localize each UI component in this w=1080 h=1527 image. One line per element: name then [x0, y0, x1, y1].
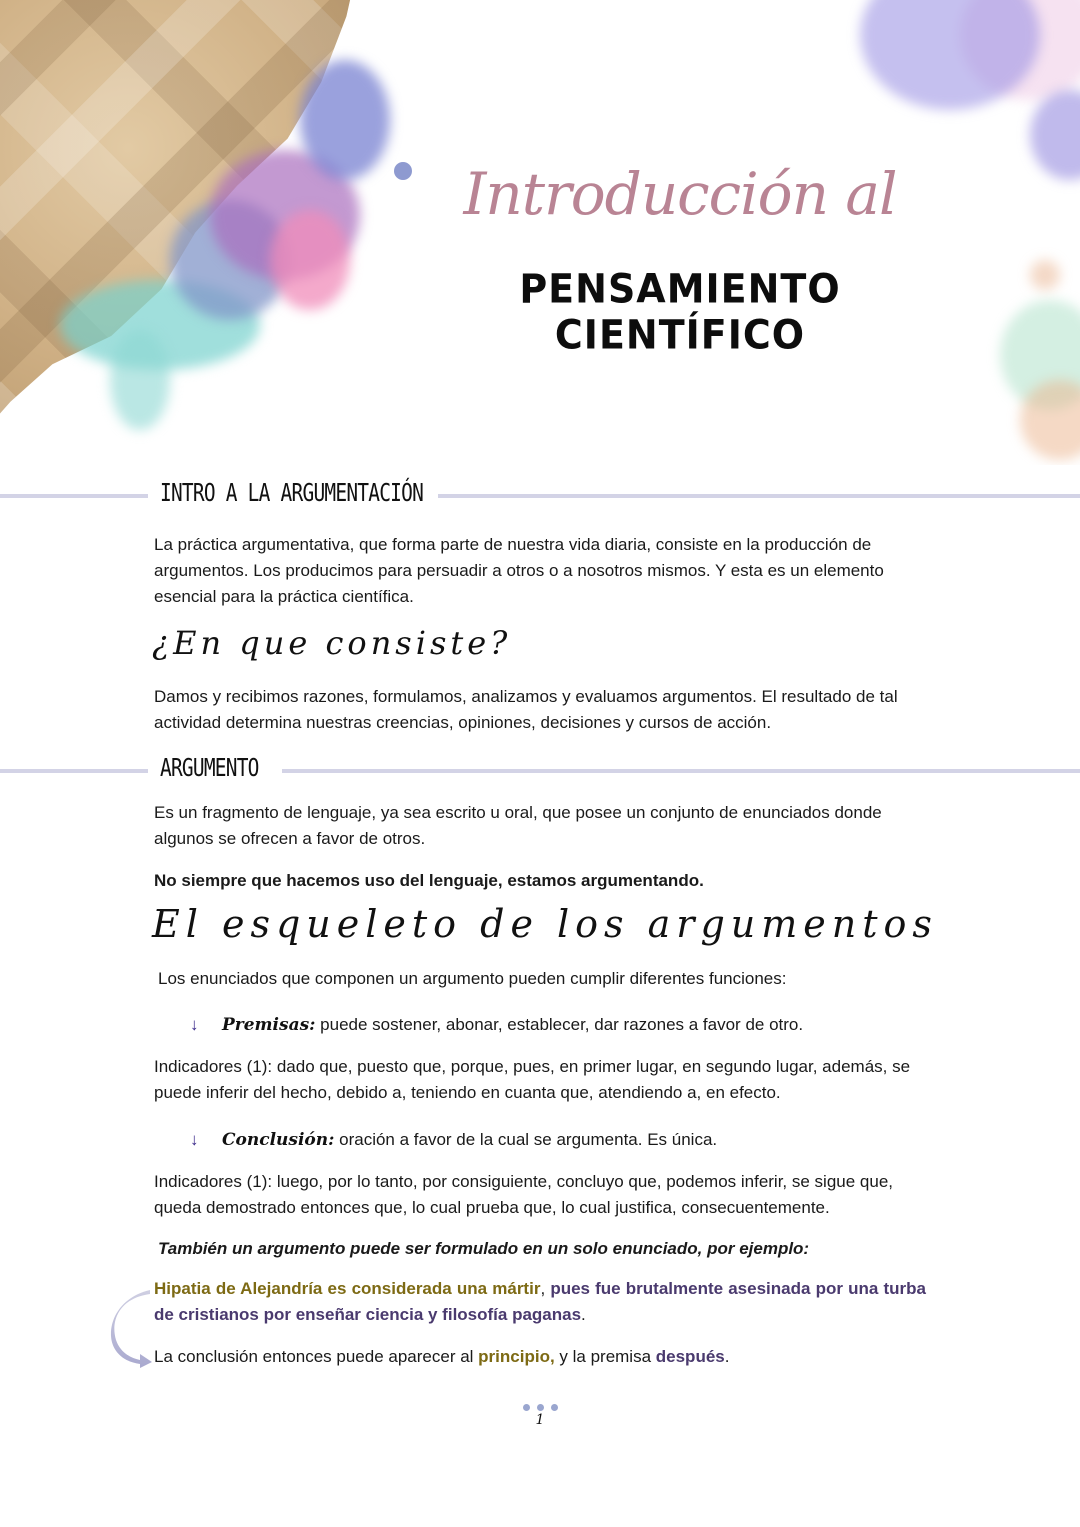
example-intro: También un argumento puede ser formulado en un solo enunciado, por ejemplo: — [158, 1239, 810, 1258]
page-footer — [520, 1404, 560, 1428]
premisas-indicators: Indicadores (1): dado que, puesto que, porque, pues, en primer lugar, en segundo lugar, además, se puede inferir del hecho, debido a, teniendo en cuanta que, atendiendo a, en efecto. — [154, 1057, 911, 1102]
closing-part1: La conclusión entonces puede aparecer al — [154, 1347, 479, 1366]
watercolor-splash — [1030, 260, 1060, 290]
example-conclusion: Hipatia de Alejandría es considerada una mártir — [154, 1279, 541, 1298]
page-number: 1 — [535, 1412, 545, 1428]
divider-line — [282, 769, 1080, 773]
closing-highlight-despues: después — [655, 1347, 725, 1366]
watercolor-splash — [1030, 90, 1080, 180]
section-header-argumento — [0, 753, 1080, 787]
intro-paragraph-2: Damos y recibimos razones, formulamos, analizamos y evaluamos argumentos. El resultado de tal actividad determina nuestras creencias, opiniones, decisiones y cursos de acción. — [154, 687, 898, 732]
intro-paragraph: La práctica argumentativa, que forma parte de nuestra vida diaria, consiste en la producción de argumentos. Los producimos para persuadir a otros o a nosotros mismos. Y esta es un elemento esencial para la práctica científica. — [154, 535, 884, 606]
paint-dot-decoration — [394, 162, 412, 180]
closing-highlight-principio: principio, — [478, 1347, 555, 1366]
closing-part2: y la premisa — [554, 1347, 656, 1366]
closing-sentence — [154, 1344, 926, 1370]
bullet-text: puede sostener, abonar, establecer, dar razones a favor de otro. — [315, 1015, 804, 1034]
argumento-bold-note: No siempre que hacemos uso del lenguaje, estamos argumentando. — [154, 871, 704, 890]
argumento-definition: Es un fragmento de lenguaje, ya sea escrito u oral, que posee un conjunto de enunciados donde algunos se ofrecen a favor de otros. — [154, 803, 882, 848]
example-sentence — [154, 1276, 926, 1328]
arrow-down-bullet-icon: ↓ — [190, 1130, 199, 1149]
watercolor-splash — [300, 60, 390, 180]
title-script: Introducción al — [463, 160, 897, 228]
section-title: ARGUMENTO — [160, 753, 259, 782]
closing-end: . — [724, 1347, 730, 1366]
bullet-text: oración a favor de la cual se argumenta. Es única. — [334, 1130, 718, 1149]
divider-line — [438, 494, 1080, 498]
divider-line — [0, 494, 148, 498]
divider-line — [0, 769, 148, 773]
conclusion-indicators: Indicadores (1): luego, por lo tanto, por consiguiente, concluyo que, podemos inferir, se sigue que, queda demostrado entonces que, lo cual prueba que, lo cual justifica, consecuentemente. — [154, 1172, 894, 1217]
curved-arrow-icon — [110, 1290, 154, 1368]
arrow-down-bullet-icon: ↓ — [190, 1015, 199, 1034]
bullet-premisas — [190, 1012, 803, 1038]
bullet-term: Premisas: — [222, 1015, 316, 1035]
section-header-intro — [0, 478, 1080, 512]
functions-intro: Los enunciados que componen un argumento pueden cumplir diferentes funciones: — [158, 969, 787, 988]
page-title: PENSAMIENTO CIENTÍFICO — [519, 265, 841, 359]
section-title: INTRO A LA ARGUMENTACIÓN — [160, 478, 424, 507]
ellipsis-dots-icon — [520, 1404, 560, 1411]
header-banner — [0, 0, 1080, 465]
subheading-esqueleto: El esqueleto de los argumentos — [152, 902, 938, 946]
bullet-term: Conclusión: — [222, 1130, 335, 1150]
example-comma: , — [540, 1279, 551, 1298]
bullet-conclusion — [190, 1127, 717, 1153]
example-premise: pues fue brutalmente asesinada por una turba de cristianos por enseñar ciencia y filosofía paganas — [154, 1279, 926, 1324]
example-end: . — [581, 1305, 586, 1324]
subheading-en-que-consiste: ¿En que consiste? — [152, 624, 512, 662]
watercolor-splash — [110, 330, 170, 430]
watercolor-splash — [270, 210, 350, 310]
